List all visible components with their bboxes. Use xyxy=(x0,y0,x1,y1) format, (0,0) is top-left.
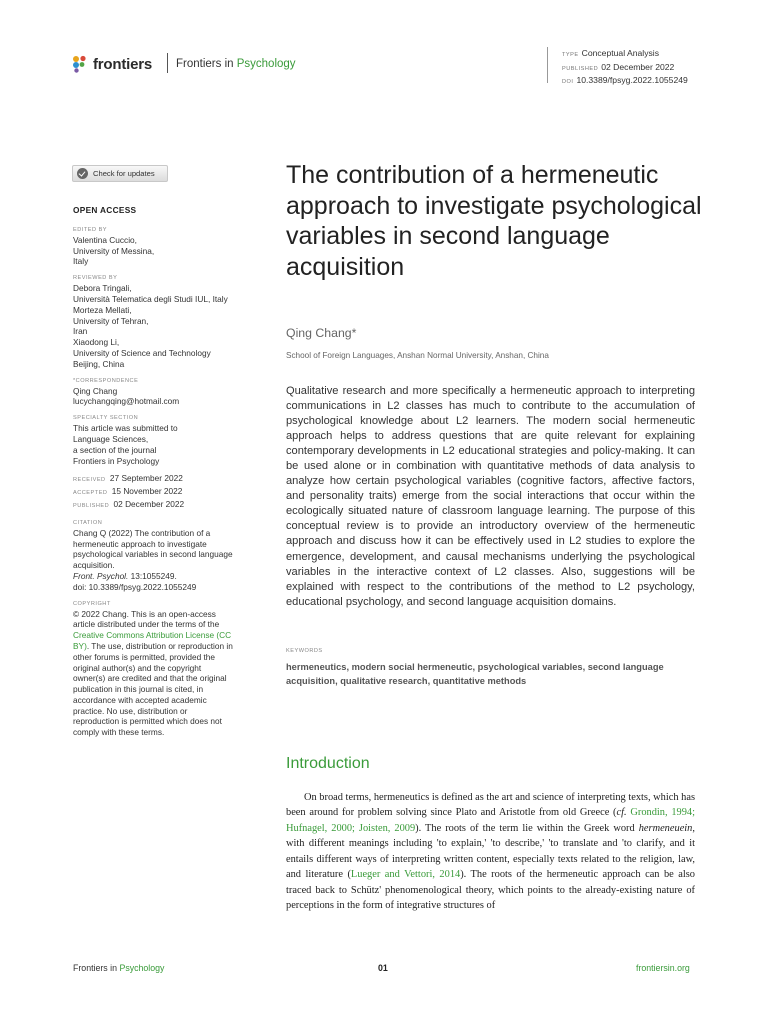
reviewer-line: Xiaodong Li, xyxy=(73,337,120,348)
doi-label: DOI xyxy=(562,79,574,86)
frontiers-logo-text: frontiers xyxy=(93,55,153,73)
copyright-line: owner(s) are credited and that the original xyxy=(73,673,227,684)
article-meta xyxy=(562,48,688,89)
received-label: RECEIVED xyxy=(73,477,106,484)
correspondence-email[interactable]: lucychangqing@hotmail.com xyxy=(73,396,180,407)
published-date: 02 December 2022 xyxy=(113,498,185,509)
journal-name[interactable] xyxy=(176,58,296,70)
reviewer-line: University of Tehran, xyxy=(73,315,149,326)
reviewer-line: Beijing, China xyxy=(73,358,125,369)
reviewer-line: Morteza Mellati, xyxy=(73,304,132,315)
reviewer-line: Debora Tringali, xyxy=(73,283,132,294)
reviewer-line: University of Science and Technology xyxy=(73,347,211,358)
journal-prefix: Frontiers in xyxy=(176,58,234,70)
footer-journal[interactable] xyxy=(73,963,164,973)
citation xyxy=(73,528,258,593)
intro-text: ). The roots of the hermeneutic approach can be also traced back to Schütz' phenomenological theory, which points to the already-existing nature of perceptions in the form of integrative structures of xyxy=(286,869,695,912)
editor-affiliation: University of Messina, xyxy=(73,245,155,256)
copyright-line: accordance with accepted academic xyxy=(73,694,207,705)
article-author[interactable]: Qing Chang* xyxy=(286,326,357,340)
citation-line: Chang Q (2022) The contribution of a xyxy=(73,527,211,538)
editor-country: Italy xyxy=(73,256,89,267)
copyright-line: comply with these terms. xyxy=(73,727,165,738)
specialty-line: This article was submitted to xyxy=(73,423,178,434)
type-value: Conceptual Analysis xyxy=(581,48,660,58)
edited-by-label: EDITED BY xyxy=(73,226,108,233)
keywords: hermeneutics, modern social hermeneutic, psychological variables, second language acquisition, qualitative research, quantitative methods xyxy=(286,662,664,686)
copyright-label: COPYRIGHT xyxy=(73,600,111,607)
specialty-line: a section of the journal xyxy=(73,444,157,455)
author-affiliation: School of Foreign Languages, Anshan Normal University, Anshan, China xyxy=(286,351,549,360)
footer-prefix: Frontiers in xyxy=(73,963,117,973)
citation-link[interactable]: Grondin, 1994; Hufnagel, 2000; Joisten, 2009 xyxy=(286,807,696,834)
intro-text: ). The roots of the term lie within the Greek word xyxy=(415,822,639,834)
introduction-paragraph xyxy=(286,790,695,914)
correspondence xyxy=(73,386,258,408)
dates xyxy=(73,473,258,511)
reviewer-line: Università Telematica degli Studi IUL, Italy xyxy=(73,293,228,304)
check-icon xyxy=(77,168,88,179)
copyright-line: reproduction is permitted which does not xyxy=(73,716,222,727)
citation-line: hermeneutic approach to investigate xyxy=(73,538,207,549)
intro-text: , with different meanings including 'to explain,' 'to describe,' 'to translate and 'to clarify, and it entails different ways of interpreting written content, especially texts related to the religion, law, and literature ( xyxy=(286,822,695,881)
copyright-line: publication in this journal is cited, in xyxy=(73,684,204,695)
introduction-heading: Introduction xyxy=(286,755,370,772)
page-number: 01 xyxy=(378,963,388,973)
reviewed-by xyxy=(73,283,258,369)
check-updates-label: Check for updates xyxy=(93,169,155,178)
journal-title: Psychology xyxy=(236,58,296,70)
reviewer-line: Iran xyxy=(73,326,88,337)
check-for-updates-button[interactable] xyxy=(72,165,168,182)
abstract: Qualitative research and more specifically a hermeneutic approach to interpreting communications in L2 classes has much to contribute to the accumulation of psychological knowledge about L2 learners. The modern social hermeneutic approach helps to address questions that are quite relevant for explaining contemporary developments in L2 educational strategies and policy-making. It can be used alone or in combination with quantitative methods of data analysis to analyze how certain psychological variables (cognitive factors, affective factors, and personality traits) emerge from the social interactions that occur within the ecologically situated nature of classroom language learning. The purpose of this conceptual review is to provide an introductory overview of the hermeneutic approach and discuss how it can be effectively used in L2 studies to explore the emergence, development, and causal mechanisms underlying the psychological variables in the interactive context of L2 classes. Also, suggestions will be explained with respect to the contributions of the method to L2 psychology, educational psychology, and second language acquisition domains. xyxy=(286,385,695,608)
copyright-line: © 2022 Chang. This is an open-access xyxy=(73,608,216,619)
received-date: 27 September 2022 xyxy=(109,473,183,484)
copyright-line: practice. No use, distribution or xyxy=(73,705,188,716)
copyright-line: other forums is permitted, provided the xyxy=(73,651,216,662)
reviewed-by-label: REVIEWED BY xyxy=(73,275,118,282)
frontiers-logo-icon xyxy=(72,55,89,73)
editor-name: Valentina Cuccio, xyxy=(73,234,137,245)
doi-value[interactable]: 10.3389/fpsyg.2022.1055249 xyxy=(576,75,688,86)
open-access-label: OPEN ACCESS xyxy=(73,205,137,215)
copyright-line: original author(s) and the copyright xyxy=(73,662,202,673)
correspondence-name: Qing Chang xyxy=(73,385,118,396)
citation-link[interactable]: Lueger and Vettori, 2014 xyxy=(350,869,461,881)
article-sidebar xyxy=(73,205,258,738)
published-label: PUBLISHED xyxy=(562,65,599,72)
edited-by xyxy=(73,235,258,267)
header-divider xyxy=(167,53,168,73)
citation-volume: 13:1055249. xyxy=(128,570,177,581)
type-label: TYPE xyxy=(562,52,579,58)
copyright-line: article distributed under the terms of the xyxy=(73,619,220,630)
meta-divider xyxy=(547,47,548,83)
citation-line: acquisition. xyxy=(73,560,115,571)
copyright-line: . The use, distribution or reproduction in xyxy=(86,640,233,651)
license-link[interactable]: Creative Commons Attribution License (CC xyxy=(73,630,232,641)
citation-doi[interactable]: doi: 10.3389/fpsyg.2022.1055249 xyxy=(73,581,197,592)
specialty-line: Language Sciences, xyxy=(73,433,149,444)
citation-line: psychological variables in second language xyxy=(73,549,233,560)
copyright xyxy=(73,609,258,739)
specialty-section-label: SPECIALTY SECTION xyxy=(73,415,139,422)
citation-label: CITATION xyxy=(73,519,103,526)
correspondence-label: *CORRESPONDENCE xyxy=(73,377,139,384)
intro-term: hermeneuein xyxy=(638,822,693,834)
license-link-cont[interactable]: BY) xyxy=(73,640,87,651)
intro-cf: cf. xyxy=(616,807,627,819)
footer-site-link[interactable]: frontiersin.org xyxy=(636,963,690,973)
citation-journal: Front. Psychol. xyxy=(73,570,129,581)
specialty-line: Frontiers in Psychology xyxy=(73,455,160,466)
published-label: PUBLISHED xyxy=(73,502,110,509)
intro-text: On broad terms, hermeneutics is defined as the art and science of interpreting texts, which has been around for problem solving since Plato and Aristotle from old Greece ( xyxy=(286,792,695,819)
article-title: The contribution of a hermeneutic approach to investigate psychological variables in second language acquisition xyxy=(286,161,702,281)
published-value: 02 December 2022 xyxy=(601,61,675,72)
accepted-date: 15 November 2022 xyxy=(111,486,183,497)
accepted-label: ACCEPTED xyxy=(73,490,108,497)
footer-journal-name: Psychology xyxy=(119,963,165,973)
keywords-label: KEYWORDS xyxy=(286,648,323,654)
specialty-section xyxy=(73,423,258,466)
frontiers-logo[interactable] xyxy=(72,54,152,74)
